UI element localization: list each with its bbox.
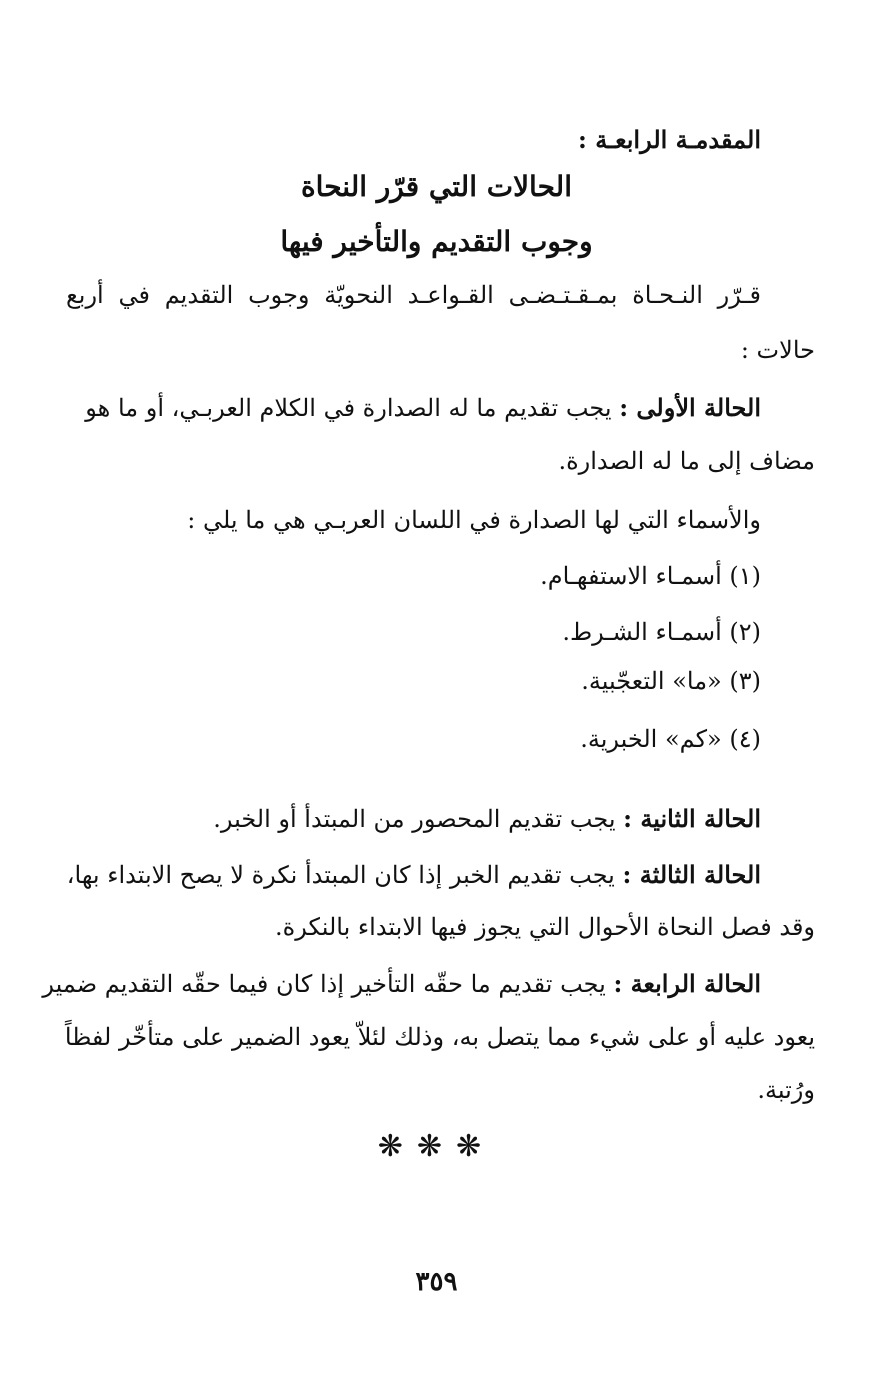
list-item: (٣) «ما» التعجّبية. bbox=[581, 667, 761, 695]
list-intro: والأسماء التي لها الصدارة في اللسان العربـي هي ما يلي : bbox=[187, 506, 761, 534]
section-separator: ❋❋❋ bbox=[377, 1129, 496, 1164]
case-3-paragraph-line-2: وقد فصل النحاة الأحوال التي يجوز فيها الابتداء بالنكرة. bbox=[275, 913, 815, 941]
case-2-label: الحالة الثانية : bbox=[623, 804, 761, 833]
intro-paragraph-line-2: حالات : bbox=[740, 336, 815, 364]
list-item: (١) أسمـاء الاستفهـام. bbox=[540, 562, 761, 590]
case-4-label: الحالة الرابعة : bbox=[613, 969, 761, 998]
case-1-paragraph-line-2: مضاف إلى ما له الصدارة. bbox=[558, 447, 815, 475]
list-item: (٢) أسمـاء الشـرط. bbox=[562, 618, 761, 646]
page-number: ٣٥٩ bbox=[415, 1267, 458, 1297]
case-4-paragraph-line-3: ورُتبة. bbox=[757, 1076, 815, 1104]
case-2-text: يجب تقديم المحصور من المبتدأ أو الخبر. bbox=[213, 805, 624, 833]
case-4-text: يجب تقديم ما حقّه التأخير إذا كان فيما حقّه التقديم ضمير bbox=[42, 970, 614, 998]
title-line-1: الحالات التي قرّر النحاة bbox=[301, 170, 572, 203]
case-2-paragraph bbox=[213, 802, 761, 836]
case-4-paragraph-line-2: يعود عليه أو على شيء مما يتصل به، وذلك لئلاّ يعود الضمير على متأخّر لفظاً bbox=[64, 1023, 815, 1051]
case-3-label: الحالة الثالثة : bbox=[622, 860, 761, 889]
list-item: (٤) «كم» الخبرية. bbox=[580, 725, 761, 753]
case-3-paragraph-line-1 bbox=[67, 858, 761, 892]
case-3-text: يجب تقديم الخبر إذا كان المبتدأ نكرة لا يصح الابتداء بها، bbox=[66, 861, 623, 889]
intro-paragraph-line-1: قـرّر النـحـاة بمـقـتـضـى القـواعـد النحويّة وجوب التقديم في أربع bbox=[66, 281, 761, 309]
section-heading: المقدمـة الرابعـة : bbox=[578, 125, 761, 154]
title-line-2: وجوب التقديم والتأخير فيها bbox=[280, 225, 593, 258]
case-4-paragraph-line-1 bbox=[42, 967, 761, 1001]
case-1-label: الحالة الأولى : bbox=[619, 393, 761, 422]
case-1-text: يجب تقديم ما له الصدارة في الكلام العربـي، أو ما هو bbox=[85, 394, 620, 422]
case-1-paragraph-line-1 bbox=[85, 391, 761, 425]
